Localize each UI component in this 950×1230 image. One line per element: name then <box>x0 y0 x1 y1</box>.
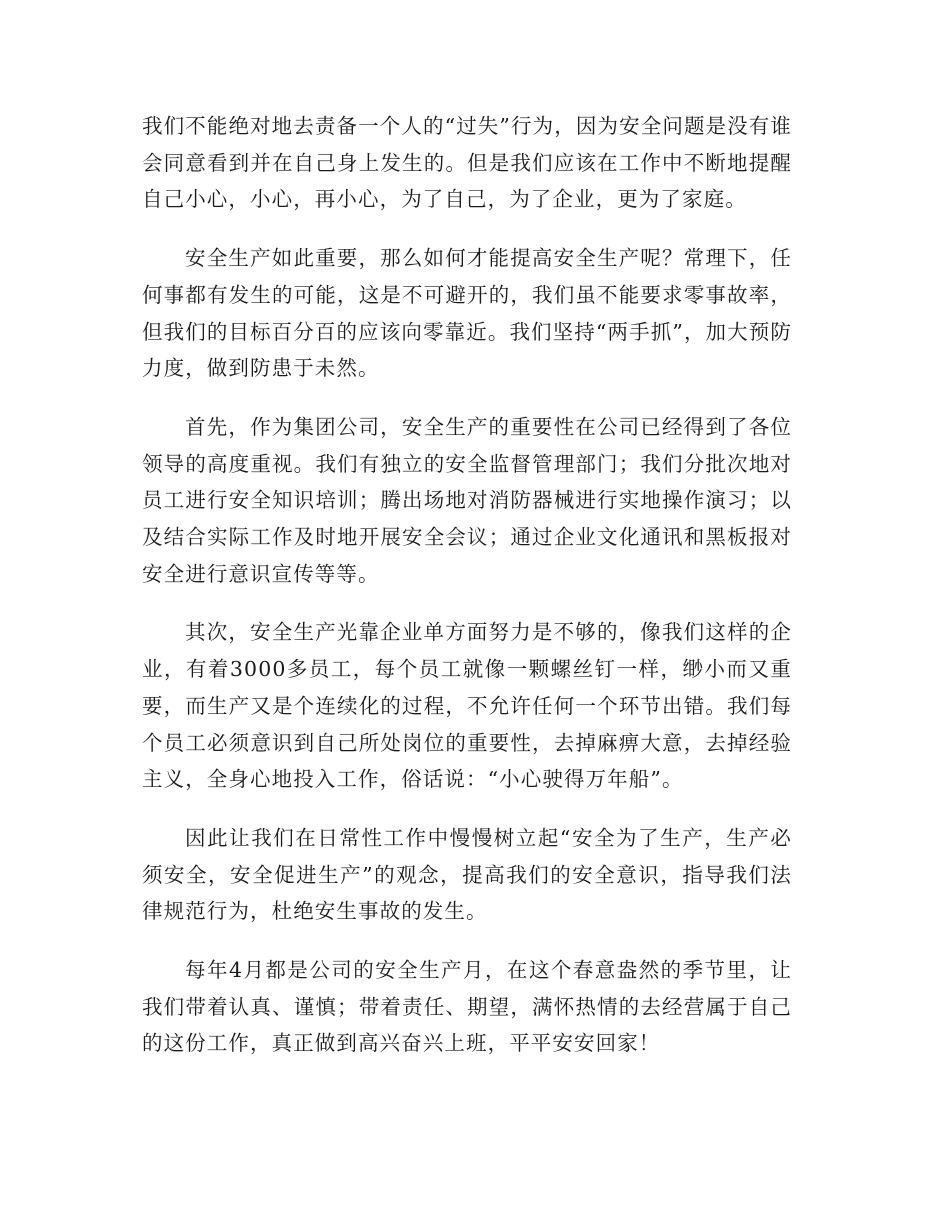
document-body <box>142 108 792 1084</box>
paragraph-5: 因此让我们在日常性工作中慢慢树立起“安全为了生产，生产必须安全，安全促进生产”的观念，提高我们的安全意识，指导我们法律规范行为，杜绝安生事故的发生。 <box>142 825 792 924</box>
paragraph-1: 我们不能绝对地去责备一个人的“过失”行为，因为安全问题是没有谁会同意看到并在自己身上发生的。但是我们应该在工作中不断地提醒自己小心，小心，再小心，为了自己，为了企业，更为了家庭。 <box>142 114 792 212</box>
paragraph-6: 每年4月都是公司的安全生产月，在这个春意盎然的季节里，让我们带着认真、谨慎；带着责任、期望，满怀热情的去经营属于自己的这份工作，真正做到高兴奋兴上班，平平安安回家！ <box>142 958 792 1056</box>
paragraph-3: 首先，作为集团公司，安全生产的重要性在公司已经得到了各位领导的高度重视。我们有独立的安全监督管理部门；我们分批次地对员工进行安全知识培训；腾出场地对消防器械进行实地操作演习；以及结合实际工作及时地开展安全会议；通过企业文化通讯和黑板报对安全进行意识宣传等等。 <box>142 414 792 586</box>
paragraph-2: 安全生产如此重要，那么如何才能提高安全生产呢？常理下，任何事都有发生的可能，这是不可避开的，我们虽不能要求零事故率，但我们的目标百分百的应该向零靠近。我们坚持“两手抓”，加大预防力度，做到防患于未然。 <box>142 246 792 381</box>
paragraph-4: 其次，安全生产光靠企业单方面努力是不够的，像我们这样的企业，有着3000多员工，每个员工就像一颗螺丝钉一样，缈小而又重要，而生产又是个连续化的过程，不允许任何一个环节出错。我们每个员工必须意识到自己所处岗位的重要性，去掉麻痹大意，去掉经验主义，全身心地投入工作，俗话说：“小心驶得万年船”。 <box>142 620 792 792</box>
